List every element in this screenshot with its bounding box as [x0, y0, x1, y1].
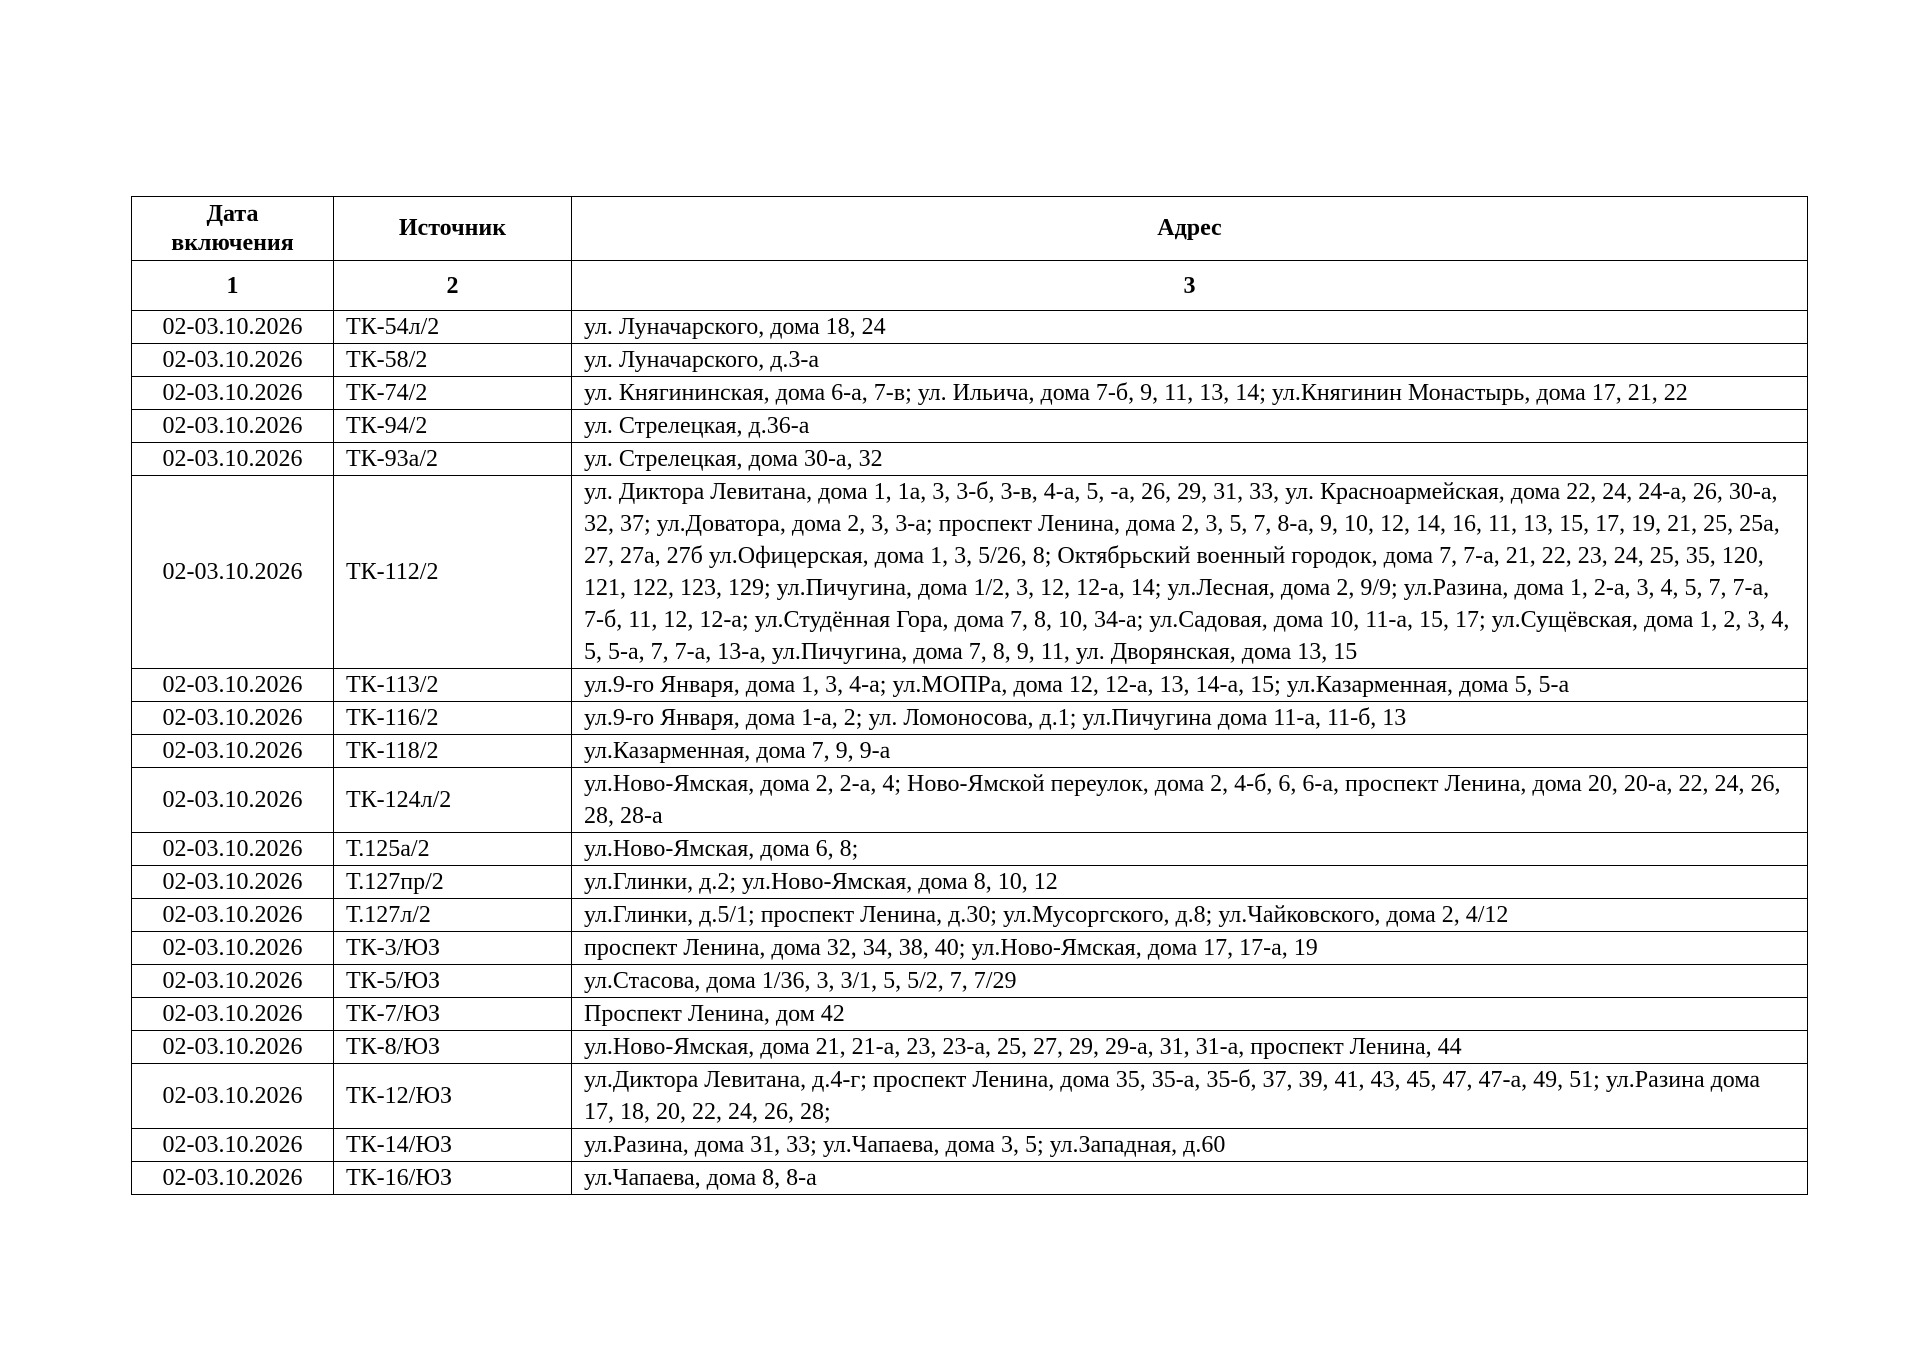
table-row: [132, 344, 1808, 377]
heating-schedule-table: [131, 196, 1808, 1195]
address-cell: ул. Стрелецкая, дома 30-а, 32: [572, 443, 1808, 476]
date-cell: 02-03.10.2026: [132, 476, 334, 669]
table-row: [132, 965, 1808, 998]
source-cell: Т.127пр/2: [334, 866, 572, 899]
header-row: [132, 197, 1808, 261]
address-cell: ул. Стрелецкая, д.36-а: [572, 410, 1808, 443]
address-cell: ул.9-го Января, дома 1, 3, 4-а; ул.МОПРа, дома 12, 12-а, 13, 14-а, 15; ул.Казарменная, дома 5, 5-а: [572, 669, 1808, 702]
address-cell: ул. Луначарского, д.3-а: [572, 344, 1808, 377]
address-cell: ул.Диктора Левитана, д.4-г; проспект Ленина, дома 35, 35-а, 35-б, 37, 39, 41, 43, 45, 47, 47-а, 49, 51; ул.Разина дома 17, 18, 20, 22, 24, 26, 28;: [572, 1064, 1808, 1129]
date-cell: 02-03.10.2026: [132, 344, 334, 377]
table-body: [132, 311, 1808, 1195]
address-cell: Проспект Ленина, дом 42: [572, 998, 1808, 1031]
table-row: [132, 443, 1808, 476]
source-cell: ТК-112/2: [334, 476, 572, 669]
source-cell: Т.125а/2: [334, 833, 572, 866]
date-cell: 02-03.10.2026: [132, 833, 334, 866]
table-row: [132, 899, 1808, 932]
table-row: [132, 669, 1808, 702]
source-cell: ТК-12/ЮЗ: [334, 1064, 572, 1129]
table-row: [132, 768, 1808, 833]
table-row: [132, 476, 1808, 669]
address-cell: ул.9-го Января, дома 1-а, 2; ул. Ломоносова, д.1; ул.Пичугина дома 11-а, 11-б, 13: [572, 702, 1808, 735]
address-cell: ул. Княгининская, дома 6-а, 7-в; ул. Ильича, дома 7-б, 9, 11, 13, 14; ул.Княгинин Монастырь, дома 17, 21, 22: [572, 377, 1808, 410]
date-cell: 02-03.10.2026: [132, 965, 334, 998]
address-cell: ул. Луначарского, дома 18, 24: [572, 311, 1808, 344]
table-row: [132, 735, 1808, 768]
source-cell: ТК-7/ЮЗ: [334, 998, 572, 1031]
address-cell: ул.Стасова, дома 1/36, 3, 3/1, 5, 5/2, 7, 7/29: [572, 965, 1808, 998]
date-cell: 02-03.10.2026: [132, 768, 334, 833]
table-row: [132, 702, 1808, 735]
source-cell: ТК-116/2: [334, 702, 572, 735]
source-cell: ТК-118/2: [334, 735, 572, 768]
address-cell: ул.Ново-Ямская, дома 6, 8;: [572, 833, 1808, 866]
address-cell: ул.Ново-Ямская, дома 2, 2-а, 4; Ново-Ямской переулок, дома 2, 4-б, 6, 6-а, проспект Ленина, дома 20, 20-а, 22, 24, 26, 28, 28-а: [572, 768, 1808, 833]
table-row: [132, 998, 1808, 1031]
table-row: [132, 833, 1808, 866]
date-cell: 02-03.10.2026: [132, 1162, 334, 1195]
date-cell: 02-03.10.2026: [132, 1064, 334, 1129]
date-cell: 02-03.10.2026: [132, 932, 334, 965]
date-cell: 02-03.10.2026: [132, 899, 334, 932]
table-row: [132, 1162, 1808, 1195]
source-cell: ТК-54л/2: [334, 311, 572, 344]
column-number-row: [132, 261, 1808, 311]
source-cell: ТК-8/ЮЗ: [334, 1031, 572, 1064]
source-cell: ТК-58/2: [334, 344, 572, 377]
source-cell: Т.127л/2: [334, 899, 572, 932]
date-cell: 02-03.10.2026: [132, 1129, 334, 1162]
date-cell: 02-03.10.2026: [132, 377, 334, 410]
source-cell: ТК-124л/2: [334, 768, 572, 833]
source-cell: ТК-5/ЮЗ: [334, 965, 572, 998]
table-row: [132, 932, 1808, 965]
header-address: Адрес: [572, 197, 1808, 261]
source-cell: ТК-3/ЮЗ: [334, 932, 572, 965]
column-number: 2: [334, 261, 572, 311]
date-cell: 02-03.10.2026: [132, 669, 334, 702]
date-cell: 02-03.10.2026: [132, 735, 334, 768]
date-cell: 02-03.10.2026: [132, 998, 334, 1031]
table-row: [132, 866, 1808, 899]
header-date: Дата включения: [132, 197, 334, 261]
source-cell: ТК-14/ЮЗ: [334, 1129, 572, 1162]
date-cell: 02-03.10.2026: [132, 443, 334, 476]
source-cell: ТК-113/2: [334, 669, 572, 702]
source-cell: ТК-93а/2: [334, 443, 572, 476]
address-cell: ул.Казарменная, дома 7, 9, 9-а: [572, 735, 1808, 768]
column-number: 3: [572, 261, 1808, 311]
table-row: [132, 1031, 1808, 1064]
date-cell: 02-03.10.2026: [132, 311, 334, 344]
address-cell: ул.Глинки, д.5/1; проспект Ленина, д.30; ул.Мусоргского, д.8; ул.Чайковского, дома 2, 4/12: [572, 899, 1808, 932]
source-cell: ТК-94/2: [334, 410, 572, 443]
address-cell: ул.Глинки, д.2; ул.Ново-Ямская, дома 8, 10, 12: [572, 866, 1808, 899]
table-row: [132, 410, 1808, 443]
address-cell: ул.Разина, дома 31, 33; ул.Чапаева, дома 3, 5; ул.Западная, д.60: [572, 1129, 1808, 1162]
table-row: [132, 1064, 1808, 1129]
source-cell: ТК-74/2: [334, 377, 572, 410]
source-cell: ТК-16/ЮЗ: [334, 1162, 572, 1195]
address-cell: проспект Ленина, дома 32, 34, 38, 40; ул.Ново-Ямская, дома 17, 17-а, 19: [572, 932, 1808, 965]
address-cell: ул. Диктора Левитана, дома 1, 1а, 3, 3-б, 3-в, 4-а, 5, -а, 26, 29, 31, 33, ул. Красноармейская, дома 22, 24, 24-а, 26, 30-а, 32, 37; ул.Доватора, дома 2, 3, 3-а; проспект Ленина, дома 2, 3, 5, 7, 8-а, 9, 10, 12, 14, 16, 11, 13, 15, 17, 19, 21, 25, 25а, 27, 27а, 27б ул.Офицерская, дома 1, 3, 5/26, 8; Октябрьский военный городок, дома 7, 7-а, 21, 22, 23, 24, 25, 35, 120, 121, 122, 123, 129; ул.Пичугина, дома 1/2, 3, 12, 12-а, 14; ул.Лесная, дома 2, 9/9; ул.Разина, дома 1, 2-а, 3, 4, 5, 7, 7-а, 7-б, 11, 12, 12-а; ул.Студённая Гора, дома 7, 8, 10, 34-а; ул.Садовая, дома 10, 11-а, 15, 17; ул.Сущёвская, дома 1, 2, 3, 4, 5, 5-а, 7, 7-а, 13-а, ул.Пичугина, дома 7, 8, 9, 11, ул. Дворянская, дома 13, 15: [572, 476, 1808, 669]
date-cell: 02-03.10.2026: [132, 702, 334, 735]
column-number: 1: [132, 261, 334, 311]
address-cell: ул.Чапаева, дома 8, 8-а: [572, 1162, 1808, 1195]
table-row: [132, 1129, 1808, 1162]
date-cell: 02-03.10.2026: [132, 866, 334, 899]
address-cell: ул.Ново-Ямская, дома 21, 21-а, 23, 23-а, 25, 27, 29, 29-а, 31, 31-а, проспект Ленина, 44: [572, 1031, 1808, 1064]
date-cell: 02-03.10.2026: [132, 410, 334, 443]
header-source: Источник: [334, 197, 572, 261]
date-cell: 02-03.10.2026: [132, 1031, 334, 1064]
table-row: [132, 311, 1808, 344]
table-row: [132, 377, 1808, 410]
